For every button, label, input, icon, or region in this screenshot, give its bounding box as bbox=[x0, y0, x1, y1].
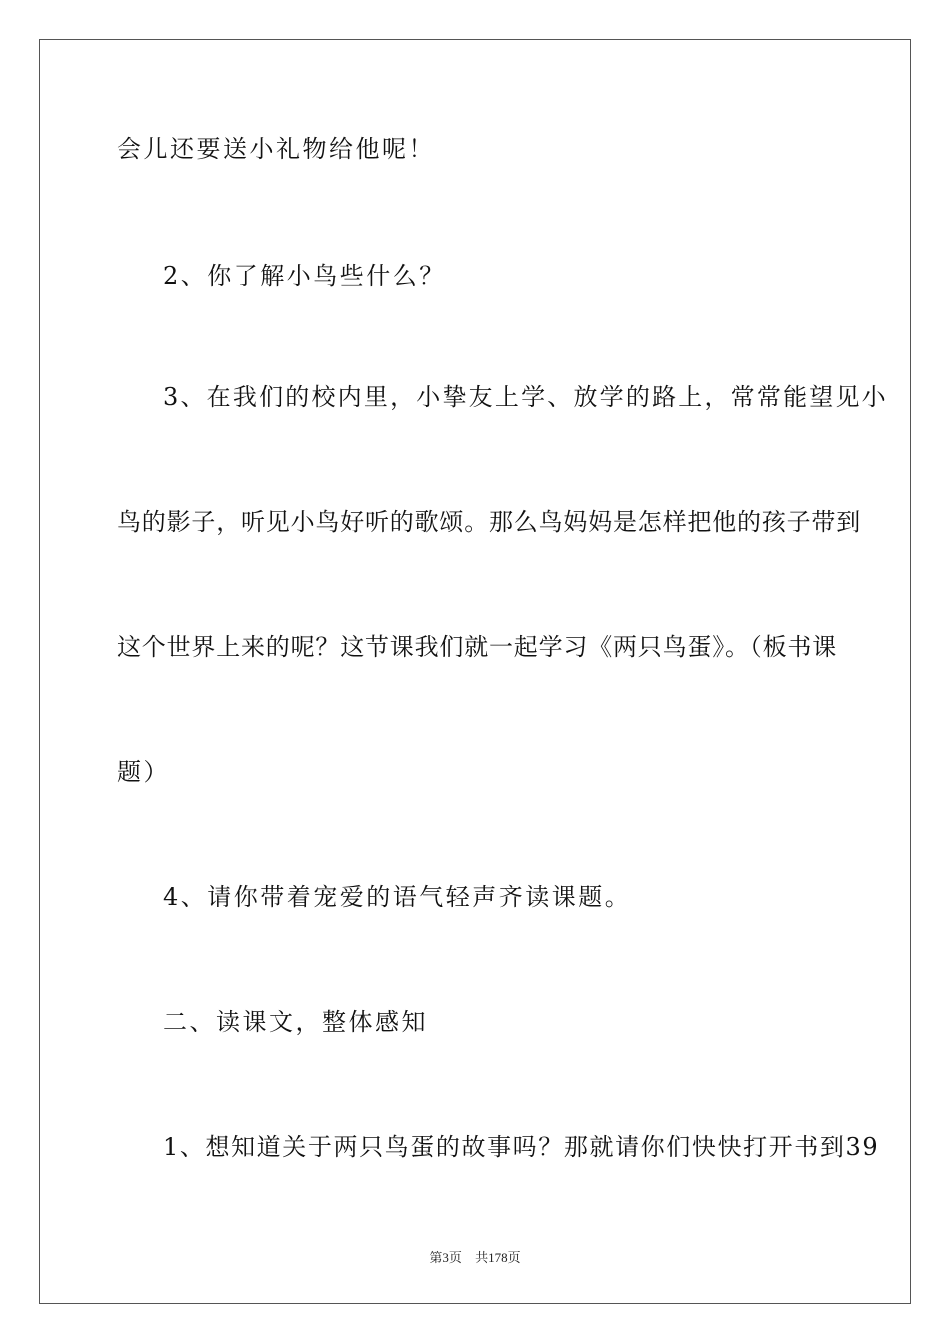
text-line: 4、请你带着宠爱的语气轻声齐读课题。 bbox=[163, 883, 632, 911]
page-footer bbox=[0, 1247, 950, 1266]
text-line: 鸟的影子，听见小鸟好听的歌颂。那么鸟妈妈是怎样把他的孩子带到 bbox=[117, 508, 861, 536]
text-line: 2、你了解小鸟些什么？ bbox=[163, 262, 446, 290]
text-line: 3、在我们的校内里，小挚友上学、放学的路上，常常能望见小 bbox=[163, 383, 888, 411]
text-line: 这个世界上来的呢？这节课我们就一起学习《两只鸟蛋》。（板书课 bbox=[117, 633, 837, 661]
section-heading: 二、读课文，整体感知 bbox=[163, 1008, 428, 1036]
page-total: 共178页 bbox=[475, 1250, 521, 1265]
text-line: 会儿还要送小礼物给他呢！ bbox=[117, 135, 435, 163]
page-number: 第3页 bbox=[429, 1250, 462, 1265]
text-line: 题） bbox=[117, 758, 170, 786]
text-line: 1、想知道关于两只鸟蛋的故事吗？那就请你们快快打开书到39 bbox=[163, 1133, 880, 1161]
page-border bbox=[39, 39, 911, 1304]
